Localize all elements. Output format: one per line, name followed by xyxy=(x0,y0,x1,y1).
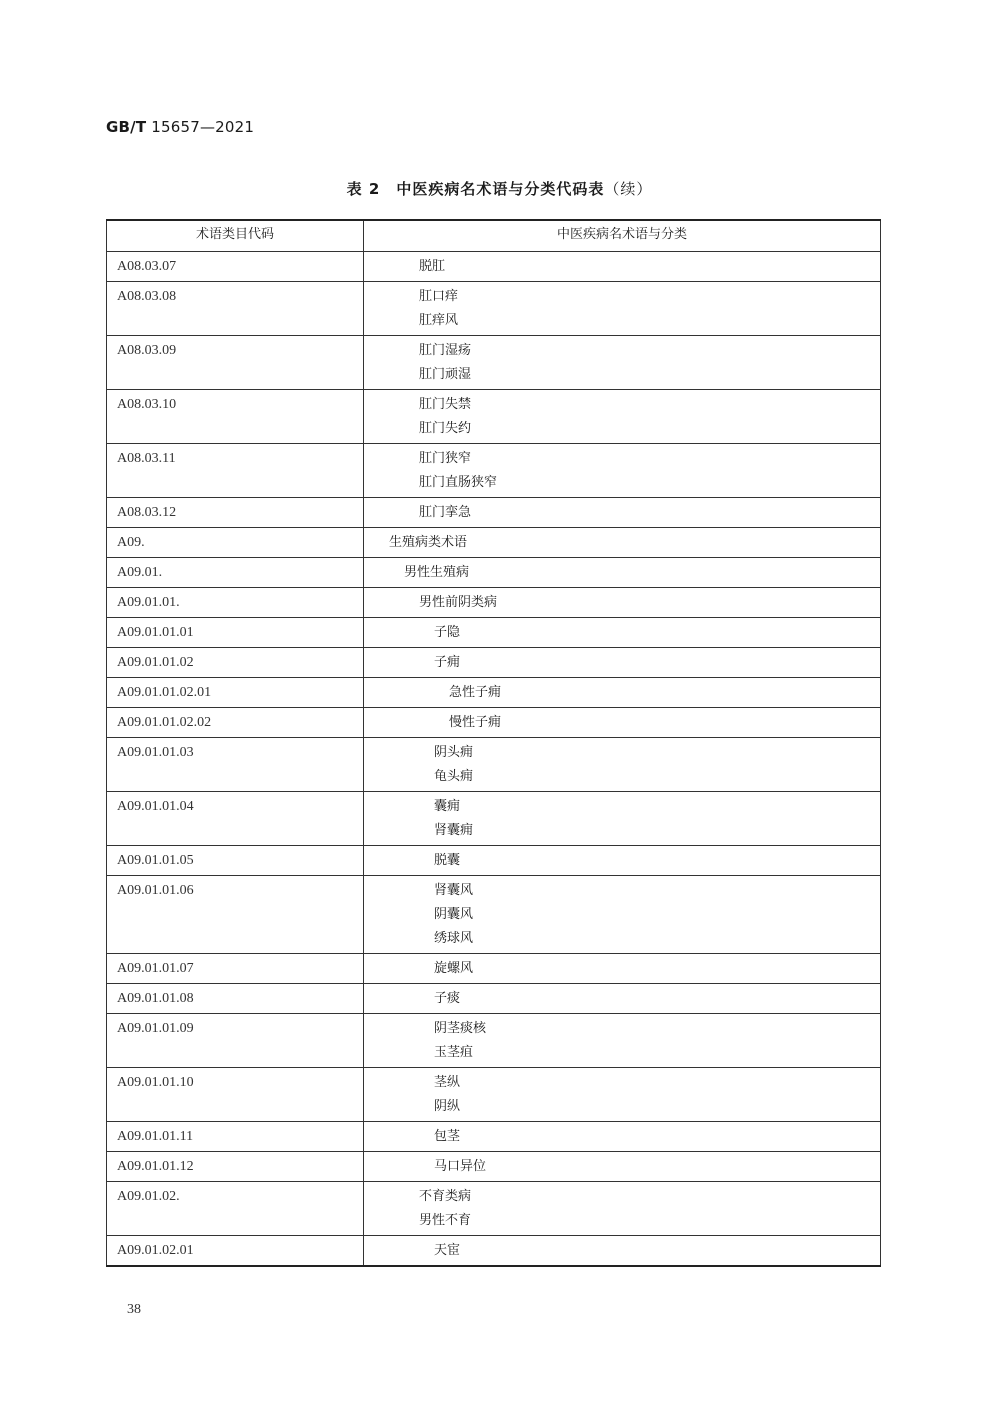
table-row xyxy=(107,558,881,588)
category-code-cell: A09.01.01.02 xyxy=(107,648,364,678)
disease-term-cell xyxy=(364,588,881,618)
table-row xyxy=(107,876,881,954)
disease-term: 天宦 xyxy=(434,1243,461,1258)
category-code-cell: A09.01.01.02.01 xyxy=(107,678,364,708)
disease-term-cell xyxy=(364,1182,881,1236)
disease-term-cell xyxy=(364,528,881,558)
table-row xyxy=(107,954,881,984)
disease-term-cell xyxy=(364,1236,881,1267)
category-code-cell: A09.01.02.01 xyxy=(107,1236,364,1267)
standard-code-prefix: GB/T xyxy=(106,118,147,136)
disease-term: 肛痒风 xyxy=(419,313,459,328)
table-row xyxy=(107,618,881,648)
table-row xyxy=(107,528,881,558)
table-row xyxy=(107,444,881,498)
disease-term: 肛门失约 xyxy=(419,421,472,436)
category-code-cell: A08.03.08 xyxy=(107,282,364,336)
disease-term: 不育类病 xyxy=(419,1189,472,1204)
table-title-main: 表 2 中医疾病名术语与分类代码表 xyxy=(346,180,605,198)
disease-term-cell xyxy=(364,648,881,678)
table-row xyxy=(107,792,881,846)
disease-term-cell xyxy=(364,1068,881,1122)
disease-term-cell xyxy=(364,738,881,792)
disease-term: 囊痈 xyxy=(434,799,461,814)
category-code-cell: A08.03.09 xyxy=(107,336,364,390)
category-code-cell: A09.01.01.04 xyxy=(107,792,364,846)
disease-term: 肾囊痈 xyxy=(434,823,474,838)
table-row xyxy=(107,738,881,792)
disease-term: 绣球风 xyxy=(434,931,474,946)
disease-term: 肾囊风 xyxy=(434,883,474,898)
column-header-term: 中医疾病名术语与分类 xyxy=(364,220,881,252)
disease-term: 肛门直肠狭窄 xyxy=(419,475,498,490)
disease-term-cell xyxy=(364,678,881,708)
table-row xyxy=(107,984,881,1014)
category-code-cell: A08.03.12 xyxy=(107,498,364,528)
disease-term-cell xyxy=(364,336,881,390)
table-title xyxy=(0,178,999,199)
disease-term: 子痈 xyxy=(434,655,461,670)
table-row xyxy=(107,1122,881,1152)
disease-term-cell xyxy=(364,618,881,648)
page-number: 38 xyxy=(127,1302,141,1317)
disease-term: 肛门湿疡 xyxy=(419,343,472,358)
table-title-suffix: （续） xyxy=(604,180,653,198)
disease-term: 男性生殖病 xyxy=(404,565,470,580)
table-row xyxy=(107,678,881,708)
disease-term-cell xyxy=(364,954,881,984)
disease-term: 肛门狭窄 xyxy=(419,451,472,466)
disease-term: 阴囊风 xyxy=(434,907,474,922)
disease-term: 慢性子痈 xyxy=(449,715,502,730)
category-code-cell: A08.03.07 xyxy=(107,252,364,282)
table-row xyxy=(107,282,881,336)
disease-term-cell xyxy=(364,984,881,1014)
table-row xyxy=(107,252,881,282)
category-code-cell: A09.01.01.05 xyxy=(107,846,364,876)
category-code-cell: A09.01.01.06 xyxy=(107,876,364,954)
disease-term: 阴纵 xyxy=(434,1099,461,1114)
disease-term-cell xyxy=(364,252,881,282)
category-code-cell: A09.01.01.01 xyxy=(107,618,364,648)
disease-term-cell xyxy=(364,1152,881,1182)
disease-term: 子隐 xyxy=(434,625,461,640)
disease-term: 玉茎疽 xyxy=(434,1045,474,1060)
table-header-row xyxy=(107,220,881,252)
category-code-cell: A09.01.01.08 xyxy=(107,984,364,1014)
table-row xyxy=(107,498,881,528)
disease-term-cell xyxy=(364,558,881,588)
disease-term-cell xyxy=(364,876,881,954)
disease-term-cell xyxy=(364,846,881,876)
disease-term: 生殖病类术语 xyxy=(389,535,468,550)
disease-term: 茎纵 xyxy=(434,1075,461,1090)
disease-term: 男性前阴类病 xyxy=(419,595,498,610)
disease-term-cell xyxy=(364,708,881,738)
table-body xyxy=(107,252,881,1267)
table-row xyxy=(107,846,881,876)
category-code-cell: A09.01. xyxy=(107,558,364,588)
table-row xyxy=(107,1152,881,1182)
category-code-cell: A09.01.01.02.02 xyxy=(107,708,364,738)
table-row xyxy=(107,648,881,678)
disease-term: 急性子痈 xyxy=(449,685,502,700)
disease-term: 龟头痈 xyxy=(434,769,474,784)
table-row xyxy=(107,336,881,390)
category-code-cell: A08.03.10 xyxy=(107,390,364,444)
category-code-cell: A09.01.02. xyxy=(107,1182,364,1236)
disease-term-cell xyxy=(364,390,881,444)
table-row xyxy=(107,1182,881,1236)
standard-code-number: 15657—2021 xyxy=(151,118,255,136)
disease-term: 肛门挛急 xyxy=(419,505,472,520)
table-row xyxy=(107,1068,881,1122)
disease-term: 脱肛 xyxy=(419,259,446,274)
table-row xyxy=(107,390,881,444)
disease-term-cell xyxy=(364,1014,881,1068)
category-code-cell: A08.03.11 xyxy=(107,444,364,498)
disease-term: 马口异位 xyxy=(434,1159,487,1174)
table-row xyxy=(107,1014,881,1068)
disease-term-cell xyxy=(364,498,881,528)
disease-term: 阴头痈 xyxy=(434,745,474,760)
category-code-cell: A09.01.01.12 xyxy=(107,1152,364,1182)
disease-term: 肛口痒 xyxy=(419,289,459,304)
disease-term: 肛门顽湿 xyxy=(419,367,472,382)
disease-term: 旋螺风 xyxy=(434,961,474,976)
category-code-cell: A09.01.01.09 xyxy=(107,1014,364,1068)
disease-term-cell xyxy=(364,444,881,498)
disease-term: 包茎 xyxy=(434,1129,461,1144)
column-header-code: 术语类目代码 xyxy=(107,220,364,252)
category-code-cell: A09.01.01.03 xyxy=(107,738,364,792)
category-code-cell: A09. xyxy=(107,528,364,558)
disease-term-cell xyxy=(364,282,881,336)
category-code-cell: A09.01.01. xyxy=(107,588,364,618)
table-row xyxy=(107,588,881,618)
disease-term: 男性不育 xyxy=(419,1213,472,1228)
disease-term-cell xyxy=(364,1122,881,1152)
category-code-cell: A09.01.01.07 xyxy=(107,954,364,984)
disease-term-cell xyxy=(364,792,881,846)
disease-term: 阴茎痰核 xyxy=(434,1021,487,1036)
standard-code xyxy=(106,118,254,136)
category-code-cell: A09.01.01.11 xyxy=(107,1122,364,1152)
disease-term: 脱囊 xyxy=(434,853,461,868)
disease-term: 子痰 xyxy=(434,991,461,1006)
category-code-cell: A09.01.01.10 xyxy=(107,1068,364,1122)
table-row xyxy=(107,1236,881,1267)
terminology-table xyxy=(106,219,881,1267)
table-row xyxy=(107,708,881,738)
disease-term: 肛门失禁 xyxy=(419,397,472,412)
